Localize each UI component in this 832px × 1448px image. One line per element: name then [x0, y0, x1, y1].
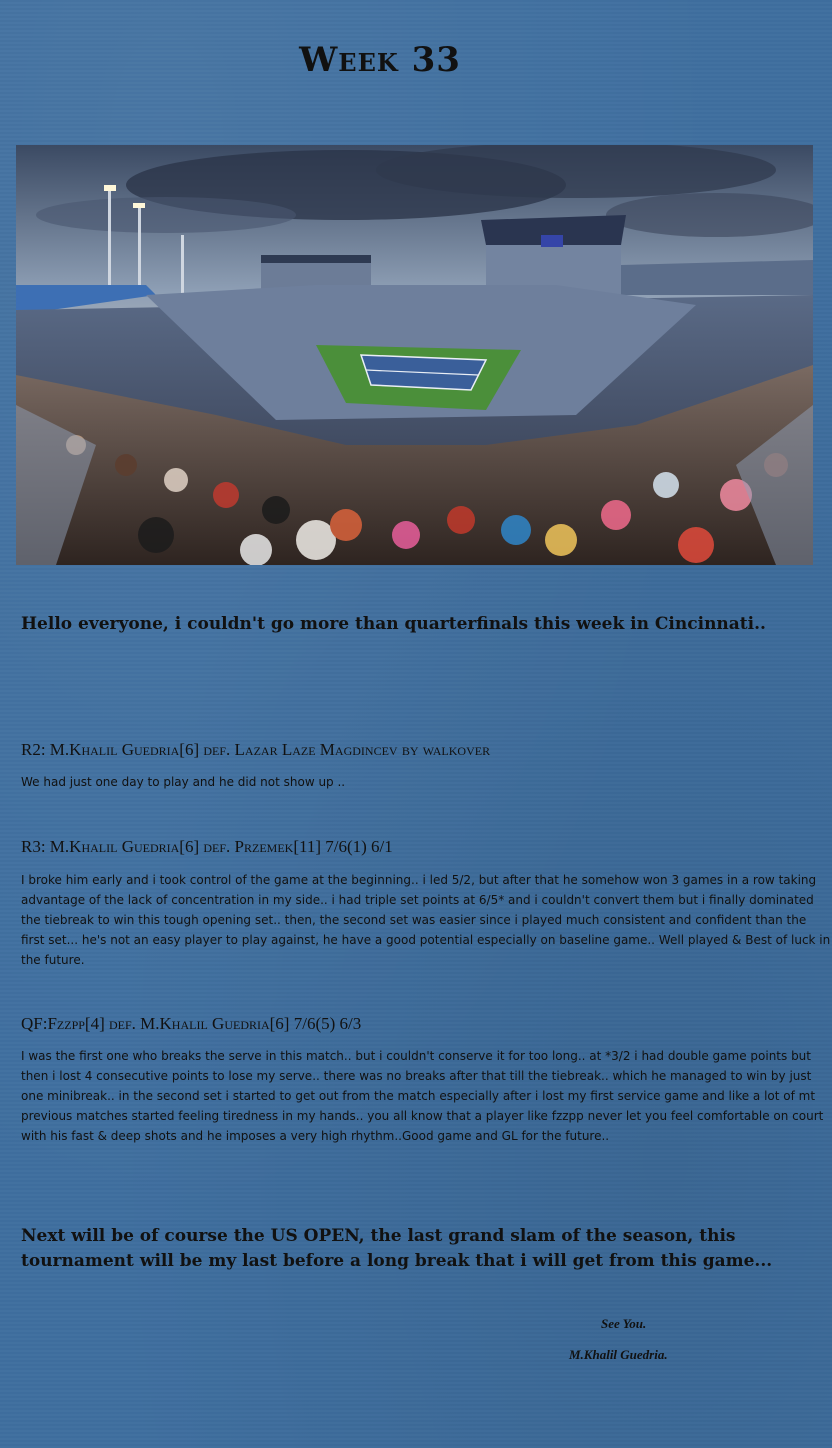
see-you-signoff: See You. [601, 1316, 647, 1331]
stadium-illustration [16, 145, 813, 565]
stadium-photo [16, 145, 813, 565]
match-body-r2: We had just one day to play and he did not show up .. [21, 775, 346, 789]
outro-heading: Next will be of course the US OPEN, the last grand slam of the season, this tournament will be my last before a long break that i will get from this game... [21, 1226, 773, 1271]
match-header-r3: R3: M.Khalil Guedria[6] def. Przemek[11] 7/6(1) 6/1 [21, 837, 393, 856]
match-body-qf: I was the first one who breaks the serve in this match.. but i couldn't conserve it for too long.. at *3/2 i had double game points but then i lost 4 consecutive points to lose my serve.. there was no breaks after that till the tiebreak.. which he managed to win by just one minibreak.. in the second set i started to get out from the match especially after i lost my first service game and like a lot of mt previous matches started feeling tiredness in my hands.. you all know that a player like fzzpp never let you feel comfortable on court with his fast & deep shots and he imposes a very high rhythm..Good game and GL for the future.. [21, 1049, 824, 1143]
page-title: Week 33 [299, 40, 461, 80]
match-header-r2: R2: M.Khalil Guedria[6] def. Lazar Laze Magdincev by walkover [21, 740, 491, 759]
match-body-r3: I broke him early and i took control of the game at the beginning.. i led 5/2, but after that he somehow won 3 games in a row taking advantage of the lack of concentration in my side.. i had triple set points at 6/5* and i couldn't convert them but i finally dominated the tiebreak to win this tough opening set.. then, the second set was easier since i played much consistent and confident than the first set... he's not an easy player to play against, he have a good potential especially on baseline game.. Well played & Best of luck in the future. [21, 873, 831, 967]
author-signature: M.Khalil Guedria. [569, 1347, 668, 1362]
intro-heading: Hello everyone, i couldn't go more than quarterfinals this week in Cincinnati.. [21, 614, 766, 634]
match-header-qf: QF:Fzzpp[4] def. M.Khalil Guedria[6] 7/6(5) 6/3 [21, 1014, 362, 1033]
